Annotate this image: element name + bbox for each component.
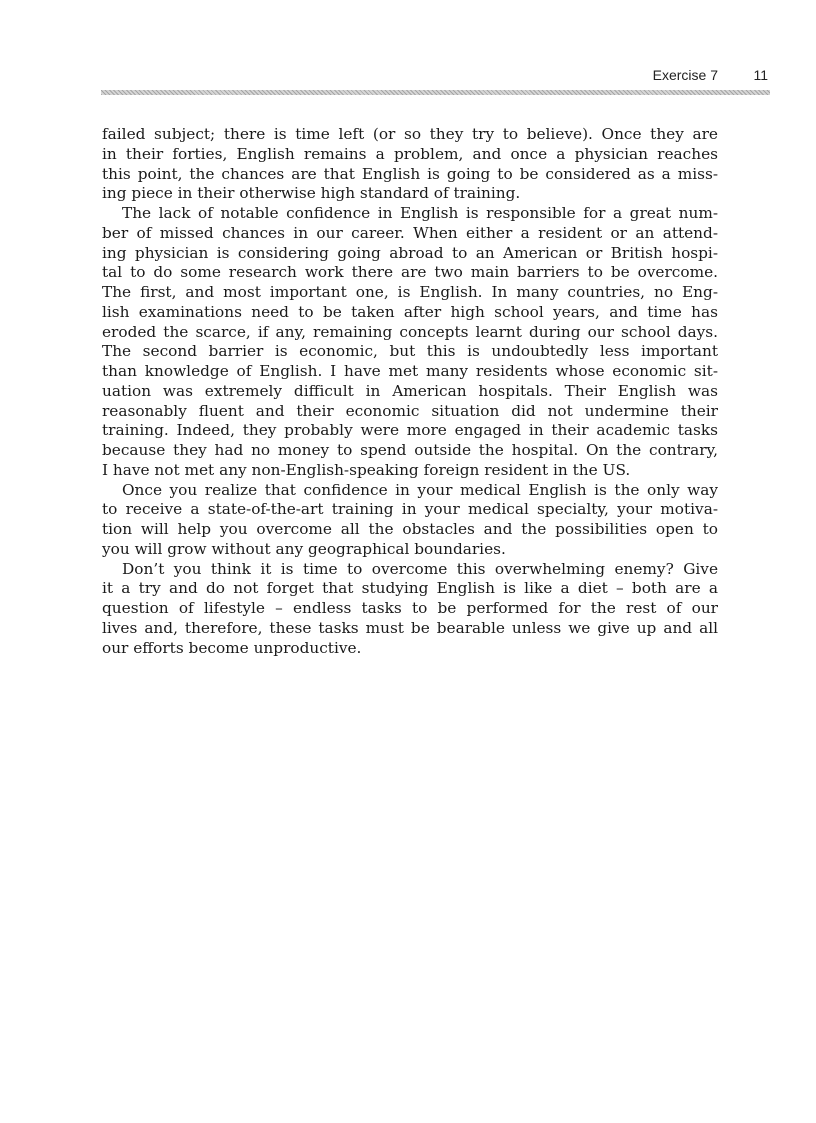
text-line: ing piece in their otherwise high standard of training. xyxy=(102,184,521,203)
text-line: eroded the scarce, if any, remaining concepts learnt during our school days. xyxy=(102,322,718,341)
text-line: tion will help you overcome all the obstacles and the possibilities open to xyxy=(102,520,718,538)
section-title: Exercise 7 xyxy=(652,67,718,83)
text-line: The first, and most important one, is English. In many countries, no Eng- xyxy=(102,283,718,301)
running-head xyxy=(101,64,770,86)
text-line: Don’t you think it is time to overcome this overwhelming enemy? Give xyxy=(122,559,718,578)
text-line: than knowledge of English. I have met many residents whose economic sit- xyxy=(102,362,718,380)
text-line: in their forties, English remains a problem, and once a physician reaches xyxy=(102,144,718,163)
text-line: tal to do some research work there are two main barriers to be overcome. xyxy=(102,263,718,282)
text-line: question of lifestyle – endless tasks to be performed for the rest of our xyxy=(102,599,718,617)
page-number: 11 xyxy=(753,67,768,83)
text-line: ing physician is considering going abroad to an American or British hospi- xyxy=(102,243,718,262)
text-line: to receive a state-of-the-art training in your medical specialty, your motiva- xyxy=(102,500,718,519)
text-line: The second barrier is economic, but this is undoubtedly less important xyxy=(102,342,718,361)
text-line: you will grow without any geographical boundaries. xyxy=(102,539,506,558)
text-line: our efforts become unproductive. xyxy=(102,638,362,657)
text-line: reasonably fluent and their economic situation did not undermine their xyxy=(102,401,718,420)
text-line: The lack of notable confidence in English is responsible for a great num- xyxy=(122,204,718,222)
text-line: I have not met any non-English-speaking foreign resident in the US. xyxy=(102,460,631,479)
text-line: Once you realize that confidence in your medical English is the only way xyxy=(122,480,718,499)
text-line: because they had no money to spend outside the hospital. On the contrary, xyxy=(102,441,718,459)
body-text xyxy=(102,125,718,658)
text-line: failed subject; there is time left (or so they try to believe). Once they are xyxy=(102,125,718,143)
text-line: training. Indeed, they probably were more engaged in their academic tasks xyxy=(102,421,718,440)
text-line: uation was extremely difficult in American hospitals. Their English was xyxy=(102,381,718,400)
text-line: this point, the chances are that English is going to be considered as a miss- xyxy=(102,164,718,183)
text-line: lish examinations need to be taken after high school years, and time has xyxy=(102,302,718,321)
text-line: ber of missed chances in our career. When either a resident or an attend- xyxy=(102,223,718,242)
header-rule xyxy=(101,90,770,95)
text-line: it a try and do not forget that studying English is like a diet – both are a xyxy=(102,579,718,598)
text-line: lives and, therefore, these tasks must be bearable unless we give up and all xyxy=(102,618,718,637)
